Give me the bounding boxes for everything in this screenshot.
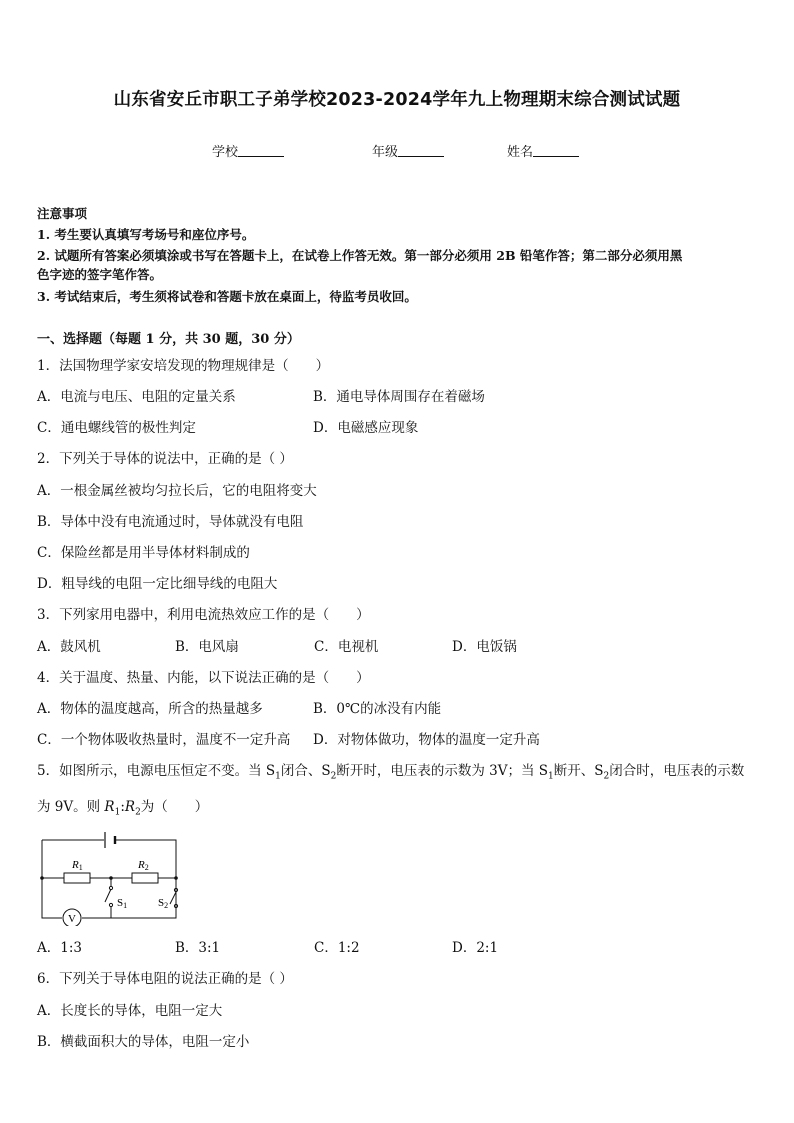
q5-option-c: C．1:2 — [314, 940, 360, 956]
q3-option-c: C．电视机 — [314, 639, 379, 655]
q5-text: 5．如图所示，电源电压恒定不变。当 S — [37, 763, 276, 779]
r1-label — [71, 859, 83, 872]
section-heading: 一、选择题（每题 1 分，共 30 题，30 分） — [37, 332, 300, 347]
q5-option-a: A．1:3 — [37, 940, 82, 956]
s2-label — [158, 897, 168, 910]
s2-index: 2 — [164, 901, 169, 910]
resistor-r2 — [132, 873, 158, 883]
q1-option-c: C．通电螺线管的极性判定 — [37, 420, 196, 436]
q5-text: 闭合、S — [280, 763, 331, 779]
q5-sub: 2 — [330, 771, 337, 782]
q3-option-b: B．电风扇 — [175, 639, 239, 655]
q3-option-a: A．鼓风机 — [37, 639, 101, 655]
q6-option-b: B．横截面积大的导体，电阻一定小 — [37, 1034, 250, 1050]
school-field — [212, 141, 284, 160]
q5-text: 为（ ） — [140, 799, 209, 815]
q5-sub: 1 — [114, 807, 121, 818]
q5-text: 断开时，电压表的示数为 3V；当 S — [336, 763, 549, 779]
q2-option-a: A．一根金属丝被均匀拉长后，它的电阻将变大 — [37, 483, 317, 499]
question-6-stem: 6．下列关于导体电阻的说法正确的是（ ） — [37, 971, 293, 987]
question-4-stem: 4．关于温度、热量、内能，以下说法正确的是（ ） — [37, 670, 370, 686]
notice-item: 色字迹的签字笔作答。 — [37, 267, 163, 282]
switch-s1-blade — [105, 889, 111, 902]
question-3-stem: 3．下列家用电器中，利用电流热效应工作的是（ ） — [37, 607, 370, 623]
name-field — [507, 141, 579, 160]
grade-field — [372, 141, 444, 160]
question-1-stem: 1．法国物理学家安培发现的物理规律是（ ） — [37, 358, 330, 374]
question-5-stem-line1 — [37, 759, 744, 782]
voltmeter-label: V — [68, 913, 76, 925]
q5-text: 闭合时，电压表的示数 — [609, 763, 745, 779]
q5-ratio-sep: : — [120, 799, 125, 815]
q2-option-c: C．保险丝都是用半导体材料制成的 — [37, 545, 250, 561]
r2-label — [137, 859, 149, 872]
notice-heading: 注意事项 — [37, 206, 88, 221]
q5-option-d: D．2:1 — [452, 940, 499, 956]
r2-index: 2 — [144, 863, 149, 872]
notice-item: 1. 考生要认真填写考场号和座位序号。 — [37, 227, 255, 242]
question-5-stem-line2 — [37, 795, 208, 818]
q5-text: 断开、S — [553, 763, 604, 779]
switch-s1-contact — [109, 903, 112, 906]
q6-option-a: A．长度长的导体，电阻一定大 — [37, 1003, 223, 1019]
notice-item: 3. 考试结束后，考生须将试卷和答题卡放在桌面上，待监考员收回。 — [37, 289, 417, 304]
resistor-r1 — [64, 873, 90, 883]
school-blank — [238, 144, 284, 157]
s2-letter: S — [158, 897, 165, 909]
q1-option-b: B．通电导体周围存在着磁场 — [313, 389, 485, 405]
q2-option-b: B．导体中没有电流通过时，导体就没有电阻 — [37, 514, 304, 530]
q1-option-a: A．电流与电压、电阻的定量关系 — [37, 389, 236, 405]
s1-label — [117, 897, 127, 910]
name-blank — [533, 144, 579, 157]
q5-text: 为 9V。则 — [37, 799, 105, 815]
r1-index: 1 — [78, 863, 83, 872]
q4-option-c: C．一个物体吸收热量时，温度不一定升高 — [37, 732, 291, 748]
q3-option-d: D．电饭锅 — [452, 639, 517, 655]
q5-sub: 2 — [603, 771, 610, 782]
q5-r1: R — [104, 799, 115, 815]
school-label: 学校 — [212, 145, 239, 160]
q5-sub: 1 — [275, 771, 281, 782]
exam-title: 山东省安丘市职工子弟学校2023-2024学年九上物理期末综合测试试题 — [113, 90, 681, 110]
q4-option-d: D．对物体做功，物体的温度一定升高 — [313, 732, 540, 748]
switch-s2-blade — [170, 892, 176, 904]
s1-letter: S — [117, 897, 124, 909]
q4-option-a: A．物体的温度越高，所含的热量越多 — [37, 701, 263, 717]
r2-letter: R — [138, 859, 145, 871]
junction-dot — [174, 876, 178, 880]
r1-letter: R — [72, 859, 79, 871]
q1-option-d: D．电磁感应现象 — [313, 420, 419, 436]
circuit-diagram — [36, 826, 186, 926]
junction-dot — [40, 876, 44, 880]
question-2-stem: 2．下列关于导体的说法中，正确的是（ ） — [37, 451, 293, 467]
q5-sub: 1 — [548, 771, 554, 782]
q2-option-d: D．粗导线的电阻一定比细导线的电阻大 — [37, 576, 278, 592]
q5-sub: 2 — [135, 807, 141, 818]
q5-option-b: B．3:1 — [175, 940, 221, 956]
notice-item: 2. 试题所有答案必须填涂或书写在答题卡上，在试卷上作答无效。第一部分必须用 2B 铅笔作答；第二部分必须用黑 — [37, 248, 683, 263]
q5-r2: R — [124, 799, 136, 815]
s1-index: 1 — [123, 901, 128, 910]
name-label: 姓名 — [507, 145, 534, 160]
circuit-wire — [42, 840, 62, 918]
grade-blank — [398, 144, 444, 157]
q4-option-b: B．0℃的冰没有内能 — [313, 701, 442, 717]
grade-label: 年级 — [372, 145, 399, 160]
